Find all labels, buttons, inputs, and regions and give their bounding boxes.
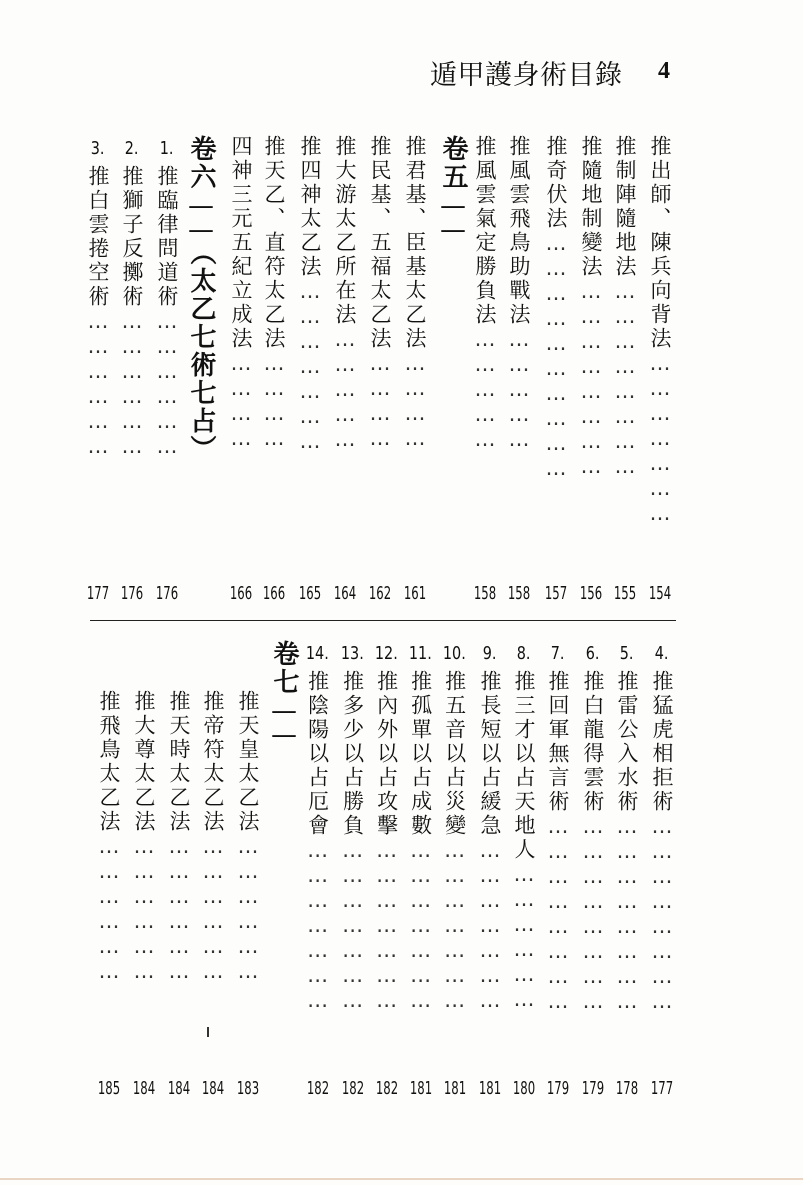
toc-entry: [476, 640, 504, 1100]
leader-dots: ………………: [236, 834, 260, 984]
entry-title: 推多少以占勝負: [340, 670, 365, 838]
leader-dots: …………: [262, 351, 286, 451]
entry-index: 6.: [586, 643, 600, 664]
leader-dots: ………………: [120, 309, 144, 459]
leader-dots: …………………: [648, 351, 672, 526]
volume-label: 卷七: [269, 640, 299, 696]
section-divider: [90, 620, 676, 621]
leader-dots: …………………: [478, 838, 502, 1013]
leader-dots: ………………: [201, 834, 225, 984]
toc-entry: [611, 135, 639, 605]
entry-page-number: 179: [581, 1078, 605, 1099]
toc-entry: [613, 640, 641, 1100]
leader-dots: ………………: [167, 834, 191, 984]
entry-page-number: 176: [120, 583, 144, 604]
entry-page-number: 180: [512, 1078, 536, 1099]
entry-page-number: 178: [615, 1078, 639, 1099]
entry-page-number: 158: [473, 583, 497, 604]
leader-dots: ……………………: [581, 814, 605, 1014]
toc-entry: [84, 135, 112, 605]
toc-entry: [95, 690, 123, 1100]
entry-title: 推出師、陳兵向背法: [648, 135, 672, 351]
toc-entry: [407, 640, 435, 1100]
toc-entry: [234, 690, 262, 1100]
volume-heading: [184, 135, 218, 463]
entry-page-number: 154: [648, 583, 672, 604]
toc-entry: [577, 135, 605, 605]
toc-entry: [471, 135, 499, 605]
heading-dash: ——: [186, 191, 216, 239]
entry-title: 推天乙、直符太乙法: [262, 135, 286, 351]
page-edge: [0, 1178, 803, 1180]
toc-entry: [260, 135, 288, 605]
entry-title: 推奇伏法: [544, 135, 568, 231]
toc-entry: [648, 640, 676, 1100]
volume-label: 卷六: [186, 135, 216, 191]
entry-page-number: 179: [546, 1078, 570, 1099]
entry-title: 推天時太乙法: [167, 690, 191, 834]
entry-title: 推孤單以占成數: [408, 670, 433, 838]
entry-title: 推長短以占緩急: [478, 670, 502, 838]
toc-entry: [339, 640, 367, 1100]
heading-dash: ——: [269, 696, 299, 744]
entry-index: 1.: [160, 138, 174, 159]
leader-dots: …………………: [340, 838, 365, 1013]
entry-page-number: 182: [341, 1078, 365, 1099]
toc-entry: [366, 135, 394, 605]
entry-page-number: 155: [613, 583, 637, 604]
leader-dots: …………: [403, 351, 427, 451]
toc-entry: [296, 135, 324, 605]
entry-title: 推風雲氣定勝負法: [473, 135, 497, 327]
entry-index: 2.: [125, 138, 139, 159]
entry-title: 推隨地制變法: [579, 135, 603, 279]
entry-index: 12.: [375, 643, 399, 664]
leader-dots: ……………: [473, 327, 497, 452]
entry-title: 推大游太乙所在法: [333, 135, 357, 327]
entry-title: 推君基、臣基太乙法: [403, 135, 427, 351]
leader-dots: ……………………: [579, 279, 603, 479]
toc-entry: [542, 135, 570, 605]
entry-page-number: 166: [262, 583, 286, 604]
volume-heading: [436, 135, 470, 239]
entry-title: 推制陣隨地法: [613, 135, 637, 279]
entry-page-number: 157: [544, 583, 568, 604]
toc-entry: [401, 135, 429, 605]
toc-entry: [441, 640, 469, 1100]
entry-page-number: 177: [650, 1078, 674, 1099]
entry-title: 推天皇太乙法: [236, 690, 260, 834]
toc-entry: [373, 640, 401, 1100]
entry-page-number: 184: [201, 1078, 225, 1099]
entry-page-number: 177: [86, 583, 110, 604]
leader-dots: ………………: [86, 309, 110, 459]
leader-dots: ………………: [132, 834, 156, 984]
entry-page-number: 185: [97, 1078, 121, 1099]
entry-title: 推獅子反擲術: [120, 165, 144, 309]
entry-page-number: 181: [409, 1078, 433, 1099]
volume-subtitle: （太乙七術七占）: [186, 239, 216, 463]
leader-dots: …………: [229, 351, 253, 451]
entry-page-number: 184: [132, 1078, 156, 1099]
entry-title: 推猛虎相拒術: [650, 670, 674, 814]
leader-dots: ……………………: [615, 814, 639, 1014]
toc-entry: [505, 135, 533, 605]
leader-dots: ………………: [97, 834, 121, 984]
entry-page-number: 183: [236, 1078, 260, 1099]
leader-dots: ………………: [155, 309, 179, 459]
entry-title: 推帝符太乙法: [201, 690, 225, 834]
toc-entry: [646, 135, 674, 605]
toc-entry: [165, 690, 193, 1100]
entry-title: 推陰陽以占厄會: [305, 670, 330, 838]
heading-dash: ——: [438, 191, 468, 239]
entry-title: 推五音以占災變: [442, 670, 467, 838]
leader-dots: ……………………: [546, 814, 570, 1014]
toc-entry: [199, 690, 227, 1100]
entry-page-number: 182: [306, 1078, 330, 1099]
entry-index: 3.: [91, 138, 105, 159]
entry-page-number: 182: [375, 1078, 399, 1099]
entry-title: 推飛鳥太乙法: [97, 690, 121, 834]
toc-entry: [118, 135, 146, 605]
entry-index: 4.: [655, 643, 669, 664]
entry-page-number: 166: [229, 583, 253, 604]
entry-page-number: 158: [507, 583, 531, 604]
entry-title: 推大尊太乙法: [132, 690, 156, 834]
leader-dots: ……………: [333, 327, 357, 452]
entry-page-number: 162: [368, 583, 392, 604]
toc-entry: [544, 640, 572, 1100]
volume-label: 卷五: [438, 135, 468, 191]
entry-title: 推白雲捲空術: [86, 165, 110, 309]
entry-index: 13.: [341, 643, 365, 664]
leader-dots: ……………………: [613, 279, 637, 479]
leader-dots: …………………………: [544, 231, 568, 481]
entry-title: 四神三元五紀立成法: [229, 135, 253, 351]
toc-entry: [510, 640, 538, 1100]
entry-page-number: 181: [443, 1078, 467, 1099]
toc-entry: [130, 690, 158, 1100]
entry-title: 推四神太乙法: [298, 135, 322, 279]
entry-index: 8.: [517, 643, 531, 664]
entry-page-number: 176: [155, 583, 179, 604]
toc-entry: [579, 640, 607, 1100]
toc-top-section: [0, 135, 803, 605]
entry-title: 推民基、五福太乙法: [368, 135, 392, 351]
leader-dots: ………………: [512, 862, 536, 1012]
toc-bottom-section: [0, 640, 803, 1100]
entry-page-number: 161: [403, 583, 427, 604]
toc-entry: [227, 135, 255, 605]
entry-index: 5.: [620, 643, 634, 664]
book-title: 遁甲護身術目錄: [430, 59, 623, 91]
leader-dots: …………………: [442, 838, 467, 1013]
volume-heading: [267, 640, 301, 744]
leader-dots: …………………: [298, 279, 322, 454]
leader-dots: ……………: [507, 327, 531, 452]
toc-entry: [153, 135, 181, 605]
entry-title: 推臨律問道術: [155, 165, 179, 309]
entry-title: 推風雲飛鳥助戰法: [507, 135, 531, 327]
entry-page-number: 156: [579, 583, 603, 604]
page-number: 4: [658, 58, 670, 84]
entry-title: 推白龍得雲術: [581, 670, 605, 814]
leader-dots: …………………: [408, 838, 433, 1013]
entry-page-number: 184: [167, 1078, 191, 1099]
entry-index: 9.: [483, 643, 497, 664]
entry-index: 10.: [443, 643, 467, 664]
entry-title: 推內外以占攻擊: [374, 670, 399, 838]
entry-page-number: 165: [298, 583, 322, 604]
entry-page-number: 181: [478, 1078, 502, 1099]
toc-entry: [331, 135, 359, 605]
leader-dots: …………: [368, 351, 392, 451]
entry-index: 14.: [306, 643, 330, 664]
print-speck: [207, 1027, 209, 1037]
entry-title: 推雷公入水術: [615, 670, 639, 814]
entry-page-number: 164: [333, 583, 357, 604]
page-header: [430, 52, 690, 92]
entry-title: 推回軍無言術: [546, 670, 570, 814]
leader-dots: …………………: [305, 838, 330, 1013]
leader-dots: ……………………: [650, 814, 674, 1014]
entry-index: 7.: [551, 643, 565, 664]
toc-entry: [304, 640, 332, 1100]
leader-dots: …………………: [374, 838, 399, 1013]
entry-title: 推三才以占天地人: [512, 670, 536, 862]
entry-index: 11.: [409, 643, 433, 664]
